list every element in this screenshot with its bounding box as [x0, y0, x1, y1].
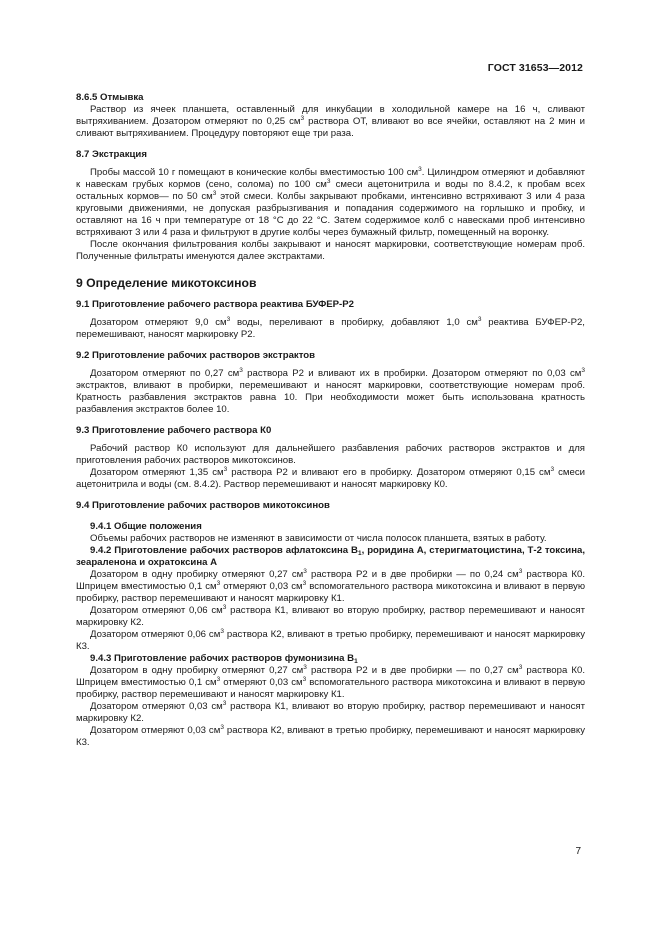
section-9-4-2-text-2: Дозатором отмеряют 0,06 $см^3$ раствора К1, вливают во вторую пробирку, раствор перемешивают и наносят маркировку К2.	[76, 604, 585, 628]
section-9-1-text: Дозатором отмеряют 9,0 $см^3$ воды, переливают в пробирку, добавляют 1,0 $см^3$ реактива БУФЕР-Р2, перемешивают, наносят маркировку Р2.	[76, 316, 585, 340]
section-9-2-text: Дозатором отмеряют по 0,27 $см^3$ раствора Р2 и вливают их в пробирки. Дозатором отмеряют по 0,03 $см^3$ экстрактов, вливают в пробирки, перемешивают и наносят маркировки, соответствующие номерам проб. Кратность разбавления экстрактов равна 10. При необходимости может быть использована кратность разбавления экстрактов более 10.	[76, 367, 585, 415]
document-code: ГОСТ 31653—2012	[487, 62, 583, 74]
section-9-1-title: 9.1 Приготовление рабочего раствора реактива БУФЕР-Р2	[76, 299, 354, 310]
section-9-4-1-title: 9.4.1 Общие положения	[90, 521, 202, 532]
section-9-4-1-text: Объемы рабочих растворов не изменяют в зависимости от числа полосок планшета, взятых в работу.	[90, 533, 547, 544]
section-9-3-text-1: Рабочий раствор К0 используют для дальнейшего разбавления рабочих растворов экстрактов и для приготовления рабочих растворов микотоксинов.	[76, 443, 585, 466]
section-9-4-2-text-3: Дозатором отмеряют 0,06 $см^3$ раствора К2, вливают в третью пробирку, перемешивают и наносят маркировку К3.	[76, 628, 586, 652]
section-8-6-5-title: 8.6.5 Отмывка	[76, 92, 144, 103]
section-8-7-title: 8.7 Экстракция	[76, 149, 147, 160]
section-8-7-text-2: После окончания фильтрования колбы закрывают и наносят маркировки, соответствующие номерам проб. Полученные фильтраты именуются далее экстрактами.	[76, 239, 585, 262]
section-9-title: 9 Определение микотоксинов	[76, 276, 257, 290]
section-9-3-text-2: Дозатором отмеряют 1,35 $см^3$ раствора Р2 и вливают его в пробирку. Дозатором отмеряют 0,15 $см^3$ смеси ацетонитрила и воды (см. 8.4.2). Раствор перемешивают и наносят маркировку К0.	[76, 466, 585, 490]
section-9-2-title: 9.2 Приготовление рабочих растворов экстрактов	[76, 350, 316, 361]
section-9-4-3-text-1: Дозатором в одну пробирку отмеряют 0,27 $см^3$ раствора Р2 и в две пробирки — по 0,27 $см^3$ раствора К0. Шприцем вместимостью 0,1 $см^3$ отмеряют 0,03 $см^3$ вспомогательного раствора микотоксина и вливают в первую пробирку, раствор перемешивают и наносят маркировку К1.	[76, 664, 586, 700]
section-9-4-3-text-2: Дозатором отмеряют 0,03 $см^3$ раствора К1, вливают во вторую пробирку, раствор перемешивают и наносят маркировку К2.	[76, 700, 585, 724]
section-9-4-2-title: 9.4.2 Приготовление рабочих растворов афлатоксина $В_1$, роридина А, стеригматоцистина, Т-2 токсина, зеараленона и охратоксина А	[76, 545, 585, 568]
section-9-4-3-title: 9.4.3 Приготовление рабочих растворов фумонизина $В_1$	[90, 653, 358, 665]
section-9-4-3-text-3: Дозатором отмеряют 0,03 $см^3$ раствора К2, вливают в третью пробирку, перемешивают и наносят маркировку К3.	[76, 724, 586, 748]
section-9-4-2-text-1: Дозатором в одну пробирку отмеряют 0,27 $см^3$ раствора Р2 и в две пробирки — по 0,24 $см^3$ раствора К0. Шприцем вместимостью 0,1 $см^3$ отмеряют 0,03 $см^3$ вспомогательного раствора микотоксина и вливают в первую пробирку, раствор перемешивают и наносят маркировку К1.	[76, 568, 586, 604]
page-content	[76, 92, 585, 749]
page-number: 7	[575, 846, 581, 857]
section-8-6-5-text: Раствор из ячеек планшета, оставленный для инкубации в холодильной камере на 16 ч, сливают вытряхиванием. Дозатором отмеряют по 0,25 $см^3$ раствора ОТ, вливают во все ячейки, оставляют на 2 мин и сливают вытряхиванием. Процедуру повторяют еще три раза.	[76, 104, 586, 139]
section-8-7-text-1: Пробы массой 10 г помещают в конические колбы вместимостью 100 $см^3$. Цилиндром отмеряют и добавляют к навескам грубых кормов (сено, солома) по 100 $см^3$ смеси ацетонитрила и воды по 8.4.2, к пробам всех остальных кормов— по 50 $см^3$ этой смеси. Колбы закрывают пробками, интенсивно встряхивают 3 или 4 раза круговыми движениями, не допуская разбрызгивания и попадания содержимого на горлышко и пробку, и оставляют на 16 ч при температуре от 18 °С до 22 °С. Затем содержимое колб с навесками проб интенсивно встряхивают 3 или 4 раза и фильтруют в другие колбы через бумажный фильтр, помещенный на воронку.	[76, 166, 585, 238]
section-9-3-title: 9.3 Приготовление рабочего раствора К0	[76, 425, 272, 436]
section-9-4-title: 9.4 Приготовление рабочих растворов микотоксинов	[76, 500, 330, 511]
